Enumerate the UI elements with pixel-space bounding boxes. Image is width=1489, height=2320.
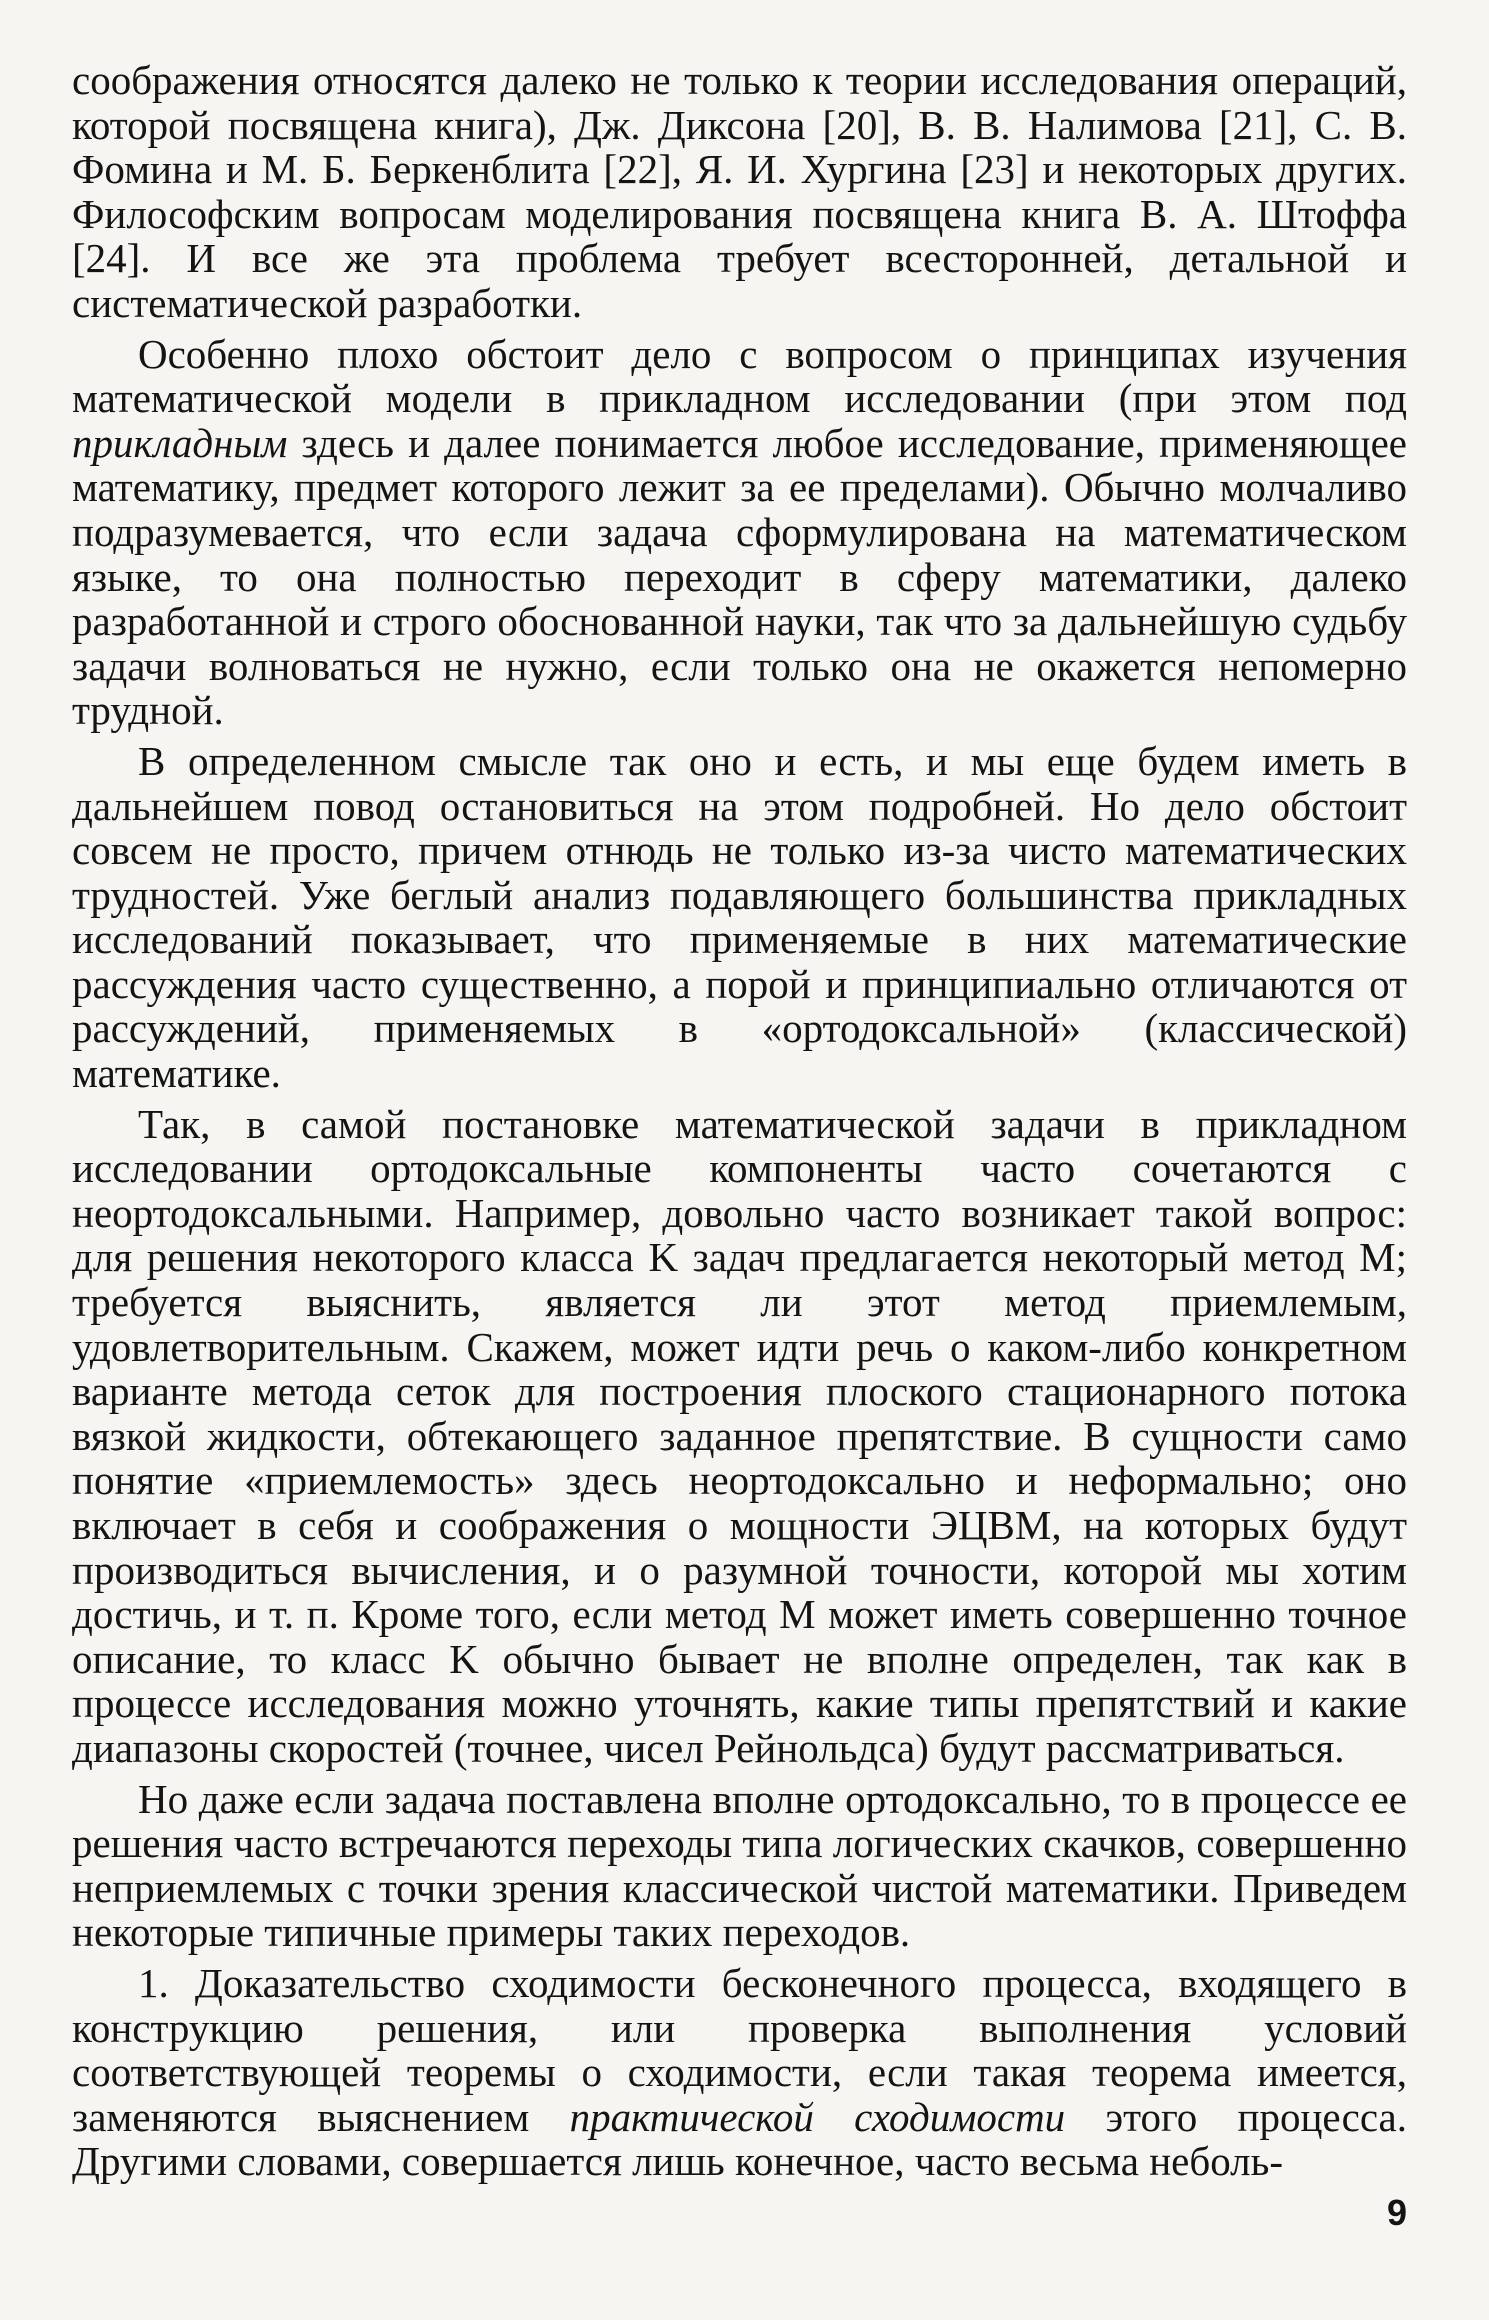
paragraph-logical-jumps: Но даже если задача поставлена вполне ортодоксально, то в процессе ее решения часто встречаются переходы типа логических скачков, совершенно неприемлемых с точки зрения классической чистой математики. Приведем некоторые типичные примеры таких переходов. [72,1775,1407,1956]
paragraph-applied-research [72,332,1407,733]
paragraph-example-1 [72,1961,1407,2184]
page-number: 9 [1386,2192,1407,2233]
paragraph-text: Особенно плохо обстоит дело с вопросом о принципах изучения математической модели в прикладном исследовании (при этом под [72,330,1407,422]
paragraph-text: здесь и далее понимается любое исследование, применяющее математику, предмет которого лежит за ее пределами). Обычно молчаливо подразумевается, что если задача сформулирована на математическом языке, то она полностью переходит в сферу математики, далеко разработанной и строго обоснованной науки, так что за дальнейшую судьбу задачи волноваться не нужно, если только она не окажется непомерно трудной. [72,419,1407,734]
paragraph-continuation: соображения относятся далеко не только к теории исследования операций, которой посвящена книга), Дж. Диксона [20], В. В. Налимова [21], С. В. Фомина и М. Б. Беркенблита [22], Я. И. Хургина [23] и некоторых других. Философским вопросам моделирования посвящена книга В. А. Штоффа [24]. И все же эта проблема требует всесторонней, детальной и систематической разработки. [72,57,1407,326]
paragraph-orthodox-math: В определенном смысле так оно и есть, и мы еще будем иметь в дальнейшем повод остановиться на этом подробней. Но дело обстоит совсем не просто, причем отнюдь не только из-за чисто математических трудностей. Уже беглый анализ подавляющего большинства прикладных исследований показывает, что применяемые в них математические рассуждения часто существенно, а порой и принципиально отличаются от рассуждений, применяемых в «ортодоксальной» (классической) математике. [72,737,1407,1097]
paragraph-text: 1. Доказательство сходимости бесконечного процесса, входящего в конструкцию решения, или проверка выполнения условий соответствующей теоремы о сходимости, если такая теорема имеется, заменяются выяснением [72,1959,1407,2140]
paragraph-text: этого процесса. Другими словами, совершается лишь конечное, часто весьма неболь- [72,2093,1407,2185]
emphasis-term: практической сходимости [569,2093,1066,2140]
paragraph-problem-statement: Так, в самой постановке математической задачи в прикладном исследовании ортодоксальные компоненты часто сочетаются с неортодоксальными. Например, довольно часто возникает такой вопрос: для решения некоторого класса K задач предлагается некоторый метод M; требуется выяснить, является ли этот метод приемлемым, удовлетворительным. Скажем, может идти речь о каком-либо конкретном варианте метода сеток для построения плоского стационарного потока вязкой жидкости, обтекающего заданное препятствие. В сущности само понятие «приемлемость» здесь неортодоксально и неформально; оно включает в себя и соображения о мощности ЭЦВМ, на которых будут производиться вычисления, и о разумной точности, которой мы хотим достичь, и т. п. Кроме того, если метод M может иметь совершенно точное описание, то класс K обычно бывает не вполне определен, так как в процессе исследования можно уточнять, какие типы препятствий и какие диапазоны скоростей (точнее, чисел Рейнольдса) будут рассматриваться. [72,1100,1407,1771]
page-body [72,58,1407,2184]
emphasis-term: прикладным [72,419,288,466]
